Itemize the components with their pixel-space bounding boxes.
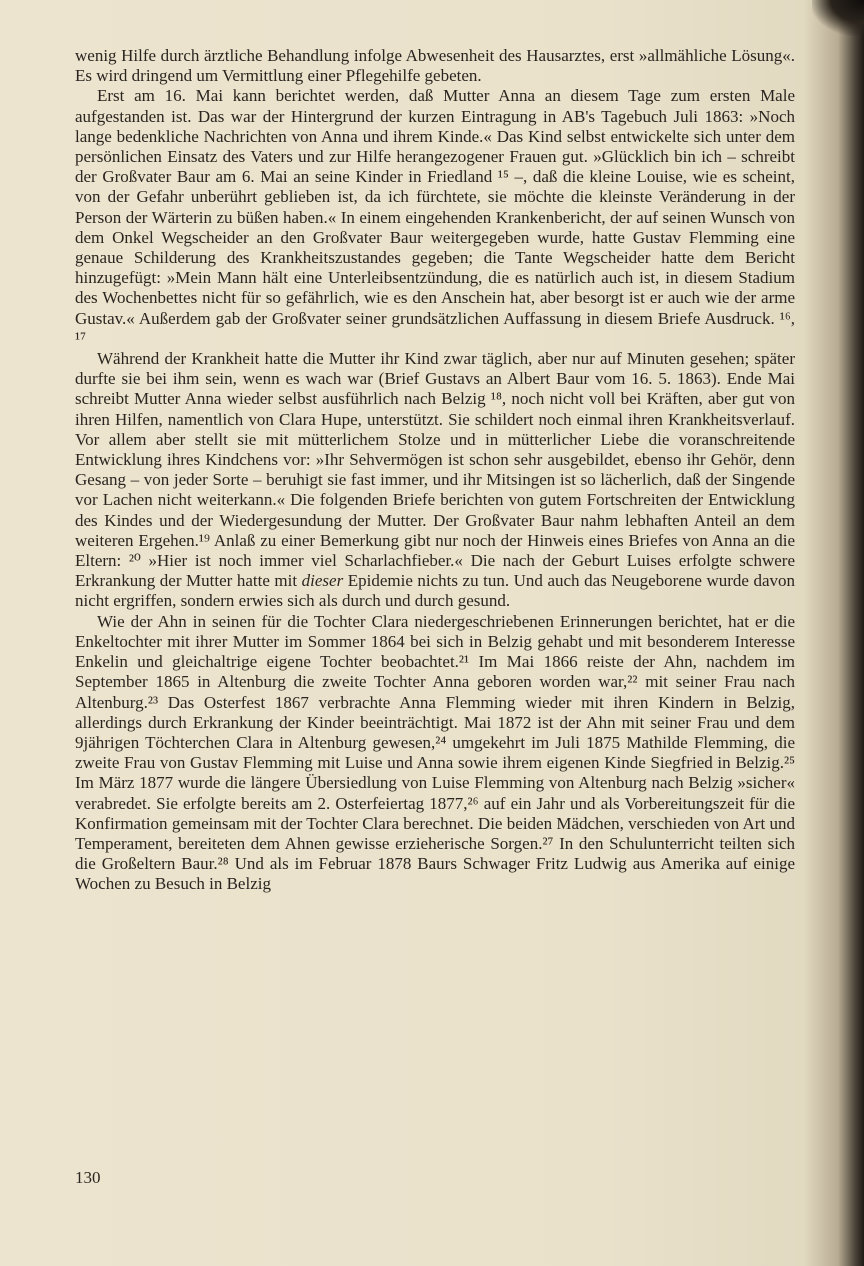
page-number: 130 — [75, 1168, 101, 1187]
scan-shadow-corner — [812, 0, 864, 36]
paragraph-3-tail: Epidemie nichts zu tun. Und auch das Neugeborene wurde davon nicht ergriffen, sondern erwies sich als durch und durch gesund. — [75, 571, 796, 611]
body-text — [75, 46, 795, 895]
paragraph-2: Erst am 16. Mai kann berichtet werden, daß Mutter Anna an diesem Tage zum ersten Male aufgestanden ist. Das war der Hintergrund der kurzen Eintragung in AB's Tagebuch Juli 1863: »Noch lange bedenkliche Nachrichten von Anna und ihrem Kinde.« Das Kind selbst entwickelte sich unter dem persönlichen Einsatz des Vaters und zur Hilfe herangezogener Frauen gut. »Glücklich bin ich – schreibt der Großvater Baur am 6. Mai an seine Kinder in Friedland ¹⁵ –, daß die kleine Louise, wie es scheint, von der Gefahr unberührt geblieben ist, da ich fürchtete, sie möchte die kleinste Veränderung in der Person der Wärterin zu büßen haben.« In einem eingehenden Krankenbericht, der auf seinen Wunsch von dem Onkel Wegscheider an den Großvater Baur weitergegeben wurde, hatte Gustav Flemming eine genaue Schilderung des Krankheitszustandes gegeben; die Tante Wegscheider hatte dem Bericht hinzugefügt: »Mein Mann hält eine Unterleibsentzündung, die es natürlich auch ist, in diesem Stadium des Wochenbettes nicht für so gefährlich, wie es den Anschein hat, aber besorgt ist er auch wie der arme Gustav.« Außerdem gab der Großvater seiner grundsätzlichen Auffassung in diesem Briefe Ausdruck. ¹⁶, ¹⁷ — [75, 86, 795, 348]
emphasis-word: dieser — [301, 571, 344, 591]
paragraph-1: wenig Hilfe durch ärztliche Behandlung infolge Abwesenheit des Hausarztes, erst »allmähliche Lösung«. Es wird dringend um Vermittlung einer Pflegehilfe gebeten. — [75, 46, 795, 86]
paragraph-3 — [75, 349, 795, 612]
paragraph-3-text: Während der Krankheit hatte die Mutter ihr Kind zwar täglich, aber nur auf Minuten gesehen; später durfte sie bei ihm sein, wenn es wach war (Brief Gustavs an Albert Baur vom 16. 5. 1863). Ende Mai schreibt Mutter Anna wieder selbst ausführlich nach Belzig ¹⁸, noch nicht voll bei Kräften, aber gut von ihren Hilfen, namentlich von Clara Hupe, unterstützt. Sie schildert noch einmal ihren Krankheitsverlauf. Vor allem aber stellt sie mit mütterlichem Stolze und in mütterlicher Liebe die voranschreitende Entwicklung ihres Kindchens vor: »Ihr Sehvermögen ist schon sehr ausgebildet, ebenso ihr Gehör, denn Gesang – von jeder Sorte – beruhigt sie fast immer, und ihr Mitsingen ist so lächerlich, daß der Singende vor Lachen nicht weiterkann.« Die folgenden Briefe berichten von gutem Fortschreiten der Entwicklung des Kindes und der Wiedergesundung der Mutter. Der Großvater Baur nahm lebhaften Anteil an dem weiteren Ergehen.¹⁹ Anlaß zu einer Bemerkung gibt nur noch der Hinweis eines Briefes von Anna an die Eltern: ²⁰ »Hier ist noch immer viel Scharlachfieber.« Die nach der Geburt Luises erfolgte schwere Erkrankung der Mutter hatte mit — [75, 349, 795, 591]
paragraph-4: Wie der Ahn in seinen für die Tochter Clara niedergeschriebenen Erinnerungen berichtet, hat er die Enkeltochter mit ihrer Mutter im Sommer 1864 bei sich in Belzig gehabt und mit besonderem Interesse Enkelin und gleichaltrige eigene Tochter beobachtet.²¹ Im Mai 1866 reiste der Ahn, nachdem im September 1865 in Altenburg die zweite Tochter Anna geboren worden war,²² mit seiner Frau nach Altenburg.²³ Das Osterfest 1867 verbrachte Anna Flemming wieder mit ihren Kindern in Belzig, allerdings durch Erkrankung der Kinder beeinträchtigt. Mai 1872 ist der Ahn mit seiner Frau und dem 9jährigen Töchterchen Clara in Altenburg gewesen,²⁴ umgekehrt im Juli 1875 Mathilde Flemming, die zweite Frau von Gustav Flemming mit Luise und Anna sowie ihrem eigenen Kinde Siegfried in Belzig.²⁵ Im März 1877 wurde die längere Übersiedlung von Luise Flemming von Altenburg nach Belzig »sicher« verabredet. Sie erfolgte bereits am 2. Osterfeiertag 1877,²⁶ auf ein Jahr und als Vorbereitungszeit für die Konfirmation gemeinsam mit der Tochter Clara berechnet. Die beiden Mädchen, verschieden von Art und Temperament, bereiteten dem Ahnen gewisse erzieherische Sorgen.²⁷ In den Schulunterricht teilten sich die Großeltern Baur.²⁸ Und als im Februar 1878 Baurs Schwager Fritz Ludwig aus Amerika auf einige Wochen zu Besuch in Belzig — [75, 611, 795, 894]
